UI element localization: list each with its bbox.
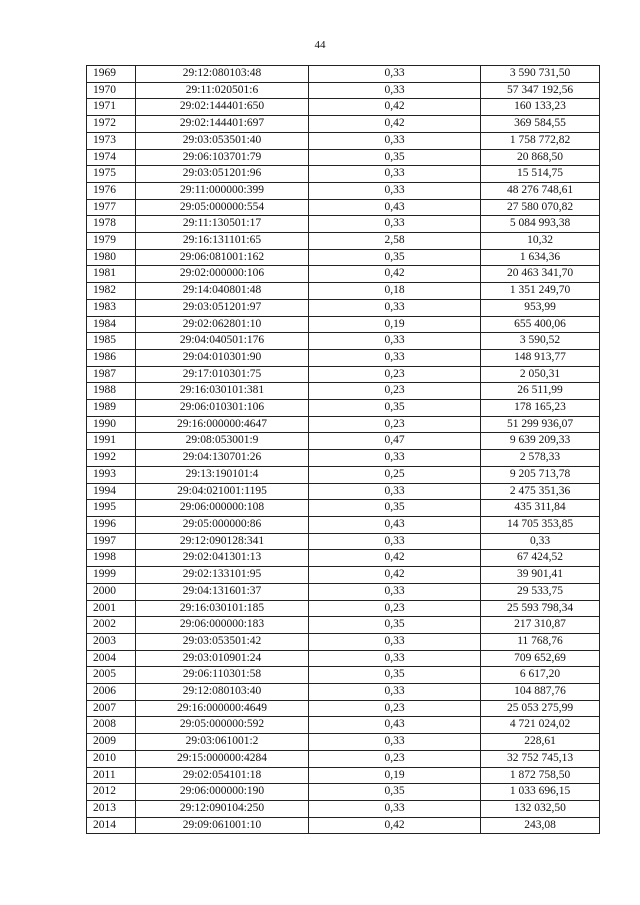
rate-cell: 0,33 xyxy=(309,216,481,233)
rate-cell: 0,42 xyxy=(309,550,481,567)
row-number-cell: 1974 xyxy=(87,149,136,166)
table-row xyxy=(87,767,600,784)
amount-cell: 953,99 xyxy=(481,299,600,316)
row-number-cell: 2000 xyxy=(87,583,136,600)
amount-cell: 9 639 209,33 xyxy=(481,433,600,450)
row-number-cell: 2011 xyxy=(87,767,136,784)
table-row xyxy=(87,650,600,667)
cadastral-number-cell: 29:05:000000:592 xyxy=(136,717,309,734)
amount-cell: 25 593 798,34 xyxy=(481,600,600,617)
table-row xyxy=(87,400,600,417)
row-number-cell: 1975 xyxy=(87,166,136,183)
rate-cell: 0,35 xyxy=(309,667,481,684)
cadastral-number-cell: 29:09:061001:10 xyxy=(136,817,309,834)
rate-cell: 0,33 xyxy=(309,82,481,99)
row-number-cell: 1986 xyxy=(87,349,136,366)
rate-cell: 0,42 xyxy=(309,567,481,584)
table-body xyxy=(87,66,600,834)
amount-cell: 25 053 275,99 xyxy=(481,700,600,717)
table-row xyxy=(87,149,600,166)
rate-cell: 0,23 xyxy=(309,750,481,767)
table-row xyxy=(87,817,600,834)
cadastral-number-cell: 29:06:081001:162 xyxy=(136,249,309,266)
rate-cell: 0,33 xyxy=(309,734,481,751)
cadastral-number-cell: 29:14:040801:48 xyxy=(136,283,309,300)
amount-cell: 2 578,33 xyxy=(481,450,600,467)
table-row xyxy=(87,266,600,283)
rate-cell: 0,33 xyxy=(309,633,481,650)
cadastral-number-cell: 29:02:144401:697 xyxy=(136,116,309,133)
row-number-cell: 1997 xyxy=(87,533,136,550)
table-row xyxy=(87,450,600,467)
cadastral-number-cell: 29:03:061001:2 xyxy=(136,734,309,751)
table-row xyxy=(87,750,600,767)
amount-cell: 2 050,31 xyxy=(481,366,600,383)
row-number-cell: 2006 xyxy=(87,684,136,701)
amount-cell: 57 347 192,56 xyxy=(481,82,600,99)
row-number-cell: 1979 xyxy=(87,233,136,250)
cadastral-number-cell: 29:12:090128:341 xyxy=(136,533,309,550)
rate-cell: 0,33 xyxy=(309,684,481,701)
cadastral-number-cell: 29:04:131601:37 xyxy=(136,583,309,600)
row-number-cell: 1994 xyxy=(87,483,136,500)
table-row xyxy=(87,784,600,801)
cadastral-number-cell: 29:02:054101:18 xyxy=(136,767,309,784)
row-number-cell: 2004 xyxy=(87,650,136,667)
amount-cell: 27 580 070,82 xyxy=(481,199,600,216)
amount-cell: 3 590 731,50 xyxy=(481,66,600,83)
row-number-cell: 1970 xyxy=(87,82,136,99)
row-number-cell: 2008 xyxy=(87,717,136,734)
table-row xyxy=(87,132,600,149)
table-row xyxy=(87,249,600,266)
cadastral-number-cell: 29:16:030101:185 xyxy=(136,600,309,617)
amount-cell: 5 084 993,38 xyxy=(481,216,600,233)
row-number-cell: 1969 xyxy=(87,66,136,83)
amount-cell: 2 475 351,36 xyxy=(481,483,600,500)
rate-cell: 0,33 xyxy=(309,450,481,467)
cadastral-number-cell: 29:02:000000:106 xyxy=(136,266,309,283)
row-number-cell: 1996 xyxy=(87,516,136,533)
rate-cell: 0,33 xyxy=(309,299,481,316)
rate-cell: 0,33 xyxy=(309,349,481,366)
rate-cell: 0,33 xyxy=(309,66,481,83)
rate-cell: 0,35 xyxy=(309,500,481,517)
row-number-cell: 2002 xyxy=(87,617,136,634)
cadastral-number-cell: 29:02:062801:10 xyxy=(136,316,309,333)
amount-cell: 32 752 745,13 xyxy=(481,750,600,767)
row-number-cell: 1991 xyxy=(87,433,136,450)
rate-cell: 0,33 xyxy=(309,333,481,350)
table-row xyxy=(87,516,600,533)
table-row xyxy=(87,700,600,717)
row-number-cell: 2013 xyxy=(87,800,136,817)
row-number-cell: 1981 xyxy=(87,266,136,283)
row-number-cell: 1993 xyxy=(87,466,136,483)
table-row xyxy=(87,550,600,567)
table-row xyxy=(87,366,600,383)
cadastral-number-cell: 29:16:000000:4649 xyxy=(136,700,309,717)
rate-cell: 0,33 xyxy=(309,166,481,183)
amount-cell: 160 133,23 xyxy=(481,99,600,116)
table-row xyxy=(87,633,600,650)
amount-cell: 9 205 713,78 xyxy=(481,466,600,483)
row-number-cell: 1990 xyxy=(87,416,136,433)
row-number-cell: 1980 xyxy=(87,249,136,266)
cadastral-number-cell: 29:12:080103:40 xyxy=(136,684,309,701)
amount-cell: 48 276 748,61 xyxy=(481,182,600,199)
data-table xyxy=(86,65,600,834)
row-number-cell: 1989 xyxy=(87,400,136,417)
rate-cell: 0,33 xyxy=(309,800,481,817)
rate-cell: 0,47 xyxy=(309,433,481,450)
rate-cell: 0,19 xyxy=(309,316,481,333)
table-row xyxy=(87,600,600,617)
rate-cell: 2,58 xyxy=(309,233,481,250)
amount-cell: 148 913,77 xyxy=(481,349,600,366)
rate-cell: 0,42 xyxy=(309,266,481,283)
rate-cell: 0,23 xyxy=(309,383,481,400)
row-number-cell: 1995 xyxy=(87,500,136,517)
table-row xyxy=(87,684,600,701)
amount-cell: 20 868,50 xyxy=(481,149,600,166)
cadastral-number-cell: 29:04:021001:1195 xyxy=(136,483,309,500)
row-number-cell: 1978 xyxy=(87,216,136,233)
rate-cell: 0,23 xyxy=(309,700,481,717)
row-number-cell: 1982 xyxy=(87,283,136,300)
rate-cell: 0,35 xyxy=(309,400,481,417)
cadastral-number-cell: 29:06:010301:106 xyxy=(136,400,309,417)
amount-cell: 243,08 xyxy=(481,817,600,834)
amount-cell: 20 463 341,70 xyxy=(481,266,600,283)
row-number-cell: 2001 xyxy=(87,600,136,617)
amount-cell: 29 533,75 xyxy=(481,583,600,600)
table-row xyxy=(87,717,600,734)
amount-cell: 14 705 353,85 xyxy=(481,516,600,533)
table-row xyxy=(87,667,600,684)
cadastral-number-cell: 29:05:000000:554 xyxy=(136,199,309,216)
table-row xyxy=(87,299,600,316)
amount-cell: 67 424,52 xyxy=(481,550,600,567)
amount-cell: 228,61 xyxy=(481,734,600,751)
cadastral-number-cell: 29:02:144401:650 xyxy=(136,99,309,116)
amount-cell: 178 165,23 xyxy=(481,400,600,417)
cadastral-number-cell: 29:11:130501:17 xyxy=(136,216,309,233)
rate-cell: 0,33 xyxy=(309,132,481,149)
rate-cell: 0,23 xyxy=(309,416,481,433)
table-row xyxy=(87,483,600,500)
cadastral-number-cell: 29:02:133101:95 xyxy=(136,567,309,584)
table-row xyxy=(87,349,600,366)
amount-cell: 435 311,84 xyxy=(481,500,600,517)
table-row xyxy=(87,567,600,584)
amount-cell: 369 584,55 xyxy=(481,116,600,133)
table-row xyxy=(87,283,600,300)
cadastral-number-cell: 29:16:131101:65 xyxy=(136,233,309,250)
page-number: 44 xyxy=(314,39,326,51)
amount-cell: 1 351 249,70 xyxy=(481,283,600,300)
amount-cell: 1 872 758,50 xyxy=(481,767,600,784)
rate-cell: 0,43 xyxy=(309,516,481,533)
cadastral-number-cell: 29:16:000000:4647 xyxy=(136,416,309,433)
table-row xyxy=(87,466,600,483)
cadastral-number-cell: 29:04:040501:176 xyxy=(136,333,309,350)
rate-cell: 0,43 xyxy=(309,717,481,734)
rate-cell: 0,35 xyxy=(309,617,481,634)
rate-cell: 0,18 xyxy=(309,283,481,300)
table-row xyxy=(87,82,600,99)
cadastral-number-cell: 29:15:000000:4284 xyxy=(136,750,309,767)
rate-cell: 0,33 xyxy=(309,533,481,550)
amount-cell: 1 758 772,82 xyxy=(481,132,600,149)
amount-cell: 655 400,06 xyxy=(481,316,600,333)
cadastral-number-cell: 29:04:010301:90 xyxy=(136,349,309,366)
row-number-cell: 1985 xyxy=(87,333,136,350)
row-number-cell: 1973 xyxy=(87,132,136,149)
row-number-cell: 1999 xyxy=(87,567,136,584)
cadastral-number-cell: 29:03:051201:96 xyxy=(136,166,309,183)
amount-cell: 15 514,75 xyxy=(481,166,600,183)
table-row xyxy=(87,583,600,600)
row-number-cell: 1971 xyxy=(87,99,136,116)
cadastral-number-cell: 29:12:090104:250 xyxy=(136,800,309,817)
cadastral-number-cell: 29:06:103701:79 xyxy=(136,149,309,166)
amount-cell: 11 768,76 xyxy=(481,633,600,650)
amount-cell: 3 590,52 xyxy=(481,333,600,350)
amount-cell: 26 511,99 xyxy=(481,383,600,400)
cadastral-number-cell: 29:03:051201:97 xyxy=(136,299,309,316)
row-number-cell: 2005 xyxy=(87,667,136,684)
rate-cell: 0,33 xyxy=(309,650,481,667)
table-row xyxy=(87,800,600,817)
rate-cell: 0,42 xyxy=(309,99,481,116)
table-row xyxy=(87,316,600,333)
rate-cell: 0,42 xyxy=(309,116,481,133)
table-row xyxy=(87,533,600,550)
cadastral-number-cell: 29:11:020501:6 xyxy=(136,82,309,99)
cadastral-number-cell: 29:16:030101:381 xyxy=(136,383,309,400)
row-number-cell: 1987 xyxy=(87,366,136,383)
amount-cell: 39 901,41 xyxy=(481,567,600,584)
table-row xyxy=(87,433,600,450)
rate-cell: 0,23 xyxy=(309,600,481,617)
table-row xyxy=(87,99,600,116)
row-number-cell: 2007 xyxy=(87,700,136,717)
row-number-cell: 2010 xyxy=(87,750,136,767)
rate-cell: 0,43 xyxy=(309,199,481,216)
rate-cell: 0,42 xyxy=(309,817,481,834)
cadastral-number-cell: 29:06:110301:58 xyxy=(136,667,309,684)
cadastral-number-cell: 29:03:053501:40 xyxy=(136,132,309,149)
table-row xyxy=(87,182,600,199)
amount-cell: 709 652,69 xyxy=(481,650,600,667)
table-row xyxy=(87,734,600,751)
cadastral-number-cell: 29:11:000000:399 xyxy=(136,182,309,199)
amount-cell: 1 634,36 xyxy=(481,249,600,266)
row-number-cell: 1988 xyxy=(87,383,136,400)
table-row xyxy=(87,166,600,183)
cadastral-number-cell: 29:13:190101:4 xyxy=(136,466,309,483)
table-row xyxy=(87,383,600,400)
cadastral-number-cell: 29:17:010301:75 xyxy=(136,366,309,383)
amount-cell: 217 310,87 xyxy=(481,617,600,634)
rate-cell: 0,33 xyxy=(309,182,481,199)
rate-cell: 0,33 xyxy=(309,483,481,500)
table-row xyxy=(87,416,600,433)
cadastral-number-cell: 29:03:053501:42 xyxy=(136,633,309,650)
amount-cell: 4 721 024,02 xyxy=(481,717,600,734)
table-row xyxy=(87,333,600,350)
table-row xyxy=(87,199,600,216)
amount-cell: 1 033 696,15 xyxy=(481,784,600,801)
row-number-cell: 1972 xyxy=(87,116,136,133)
cadastral-number-cell: 29:06:000000:190 xyxy=(136,784,309,801)
table-row xyxy=(87,216,600,233)
table-row xyxy=(87,233,600,250)
amount-cell: 104 887,76 xyxy=(481,684,600,701)
row-number-cell: 2012 xyxy=(87,784,136,801)
row-number-cell: 2003 xyxy=(87,633,136,650)
row-number-cell: 1992 xyxy=(87,450,136,467)
rate-cell: 0,23 xyxy=(309,366,481,383)
cadastral-number-cell: 29:03:010901:24 xyxy=(136,650,309,667)
amount-cell: 6 617,20 xyxy=(481,667,600,684)
row-number-cell: 2014 xyxy=(87,817,136,834)
row-number-cell: 1984 xyxy=(87,316,136,333)
cadastral-number-cell: 29:02:041301:13 xyxy=(136,550,309,567)
cadastral-number-cell: 29:08:053001:9 xyxy=(136,433,309,450)
cadastral-number-cell: 29:12:080103:48 xyxy=(136,66,309,83)
row-number-cell: 1998 xyxy=(87,550,136,567)
amount-cell: 0,33 xyxy=(481,533,600,550)
cadastral-number-cell: 29:06:000000:183 xyxy=(136,617,309,634)
rate-cell: 0,25 xyxy=(309,466,481,483)
rate-cell: 0,33 xyxy=(309,583,481,600)
row-number-cell: 1977 xyxy=(87,199,136,216)
table-row xyxy=(87,116,600,133)
amount-cell: 10,32 xyxy=(481,233,600,250)
rate-cell: 0,35 xyxy=(309,249,481,266)
row-number-cell: 1976 xyxy=(87,182,136,199)
table-row xyxy=(87,617,600,634)
cadastral-number-cell: 29:06:000000:108 xyxy=(136,500,309,517)
table-row xyxy=(87,66,600,83)
amount-cell: 132 032,50 xyxy=(481,800,600,817)
row-number-cell: 1983 xyxy=(87,299,136,316)
table-row xyxy=(87,500,600,517)
rate-cell: 0,19 xyxy=(309,767,481,784)
cadastral-number-cell: 29:05:000000:86 xyxy=(136,516,309,533)
cadastral-number-cell: 29:04:130701:26 xyxy=(136,450,309,467)
row-number-cell: 2009 xyxy=(87,734,136,751)
amount-cell: 51 299 936,07 xyxy=(481,416,600,433)
rate-cell: 0,35 xyxy=(309,149,481,166)
rate-cell: 0,35 xyxy=(309,784,481,801)
